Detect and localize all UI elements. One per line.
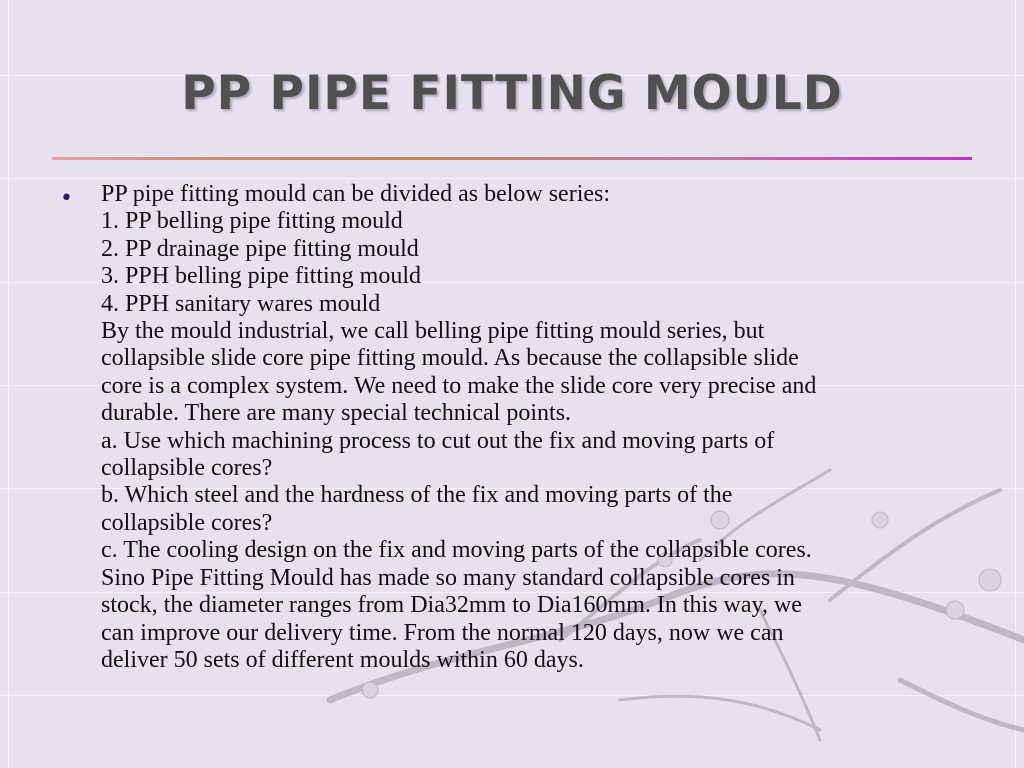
body-line: a. Use which machining process to cut out the fix and moving parts of [101, 427, 775, 454]
body-line: 1. PP belling pipe fitting mould [101, 208, 403, 235]
bullet-icon: • [60, 186, 73, 211]
body-line: can improve our delivery time. From the normal 120 days, now we can [101, 619, 784, 646]
bullet-text [101, 181, 981, 674]
body-line: PP pipe fitting mould can be divided as below series: [101, 181, 611, 207]
body-line: deliver 50 sets of different moulds within 60 days. [101, 646, 584, 673]
body-line: 3. PPH belling pipe fitting mould [101, 263, 422, 290]
body-line: core is a complex system. We need to make the slide core very precise and [101, 372, 817, 399]
body-line: Sino Pipe Fitting Mould has made so many standard collapsible cores in [101, 564, 795, 591]
body-line: c. The cooling design on the fix and moving parts of the collapsible cores. [101, 537, 812, 564]
body-line: 2. PP drainage pipe fitting mould [101, 235, 419, 262]
body-line: durable. There are many special technical points. [101, 400, 572, 427]
body-line: collapsible slide core pipe fitting mould. As because the collapsible slide [101, 345, 799, 372]
body-line: collapsible cores? [101, 455, 273, 482]
body-line: By the mould industrial, we call belling pipe fitting mould series, but [101, 318, 765, 345]
body-line: b. Which steel and the hardness of the fix and moving parts of the [101, 482, 733, 509]
body-line: 4. PPH sanitary wares mould [101, 290, 381, 317]
title-divider [52, 157, 972, 160]
slide-title: PP PIPE FITTING MOULD [181, 66, 843, 121]
body-line: stock, the diameter ranges from Dia32mm to Dia160mm. In this way, we [101, 592, 802, 619]
body-line: collapsible cores? [101, 509, 273, 536]
